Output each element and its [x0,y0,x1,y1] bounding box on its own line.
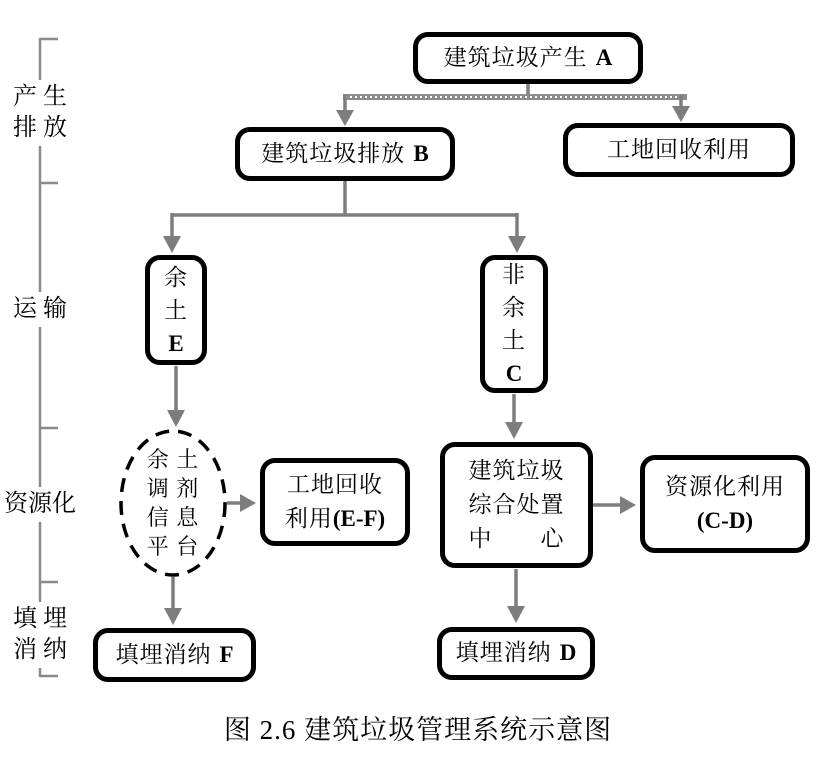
node-label: 建筑垃圾产生 [443,44,588,70]
phase-line: 运 输 [13,296,67,322]
node-char: 余 [164,264,188,290]
node-code: B [413,140,429,166]
phase-line: 填 埋 [13,606,67,632]
node-landfill-d [437,627,595,680]
node-char: 非 [502,262,526,287]
node-code: (C-D) [696,508,754,533]
node-code: A [595,44,613,70]
node-line: 建筑垃圾 [468,458,565,483]
node-disposal-center [440,442,593,568]
arrow-center-to-landfill-d [507,569,525,623]
phase-line: 排 放 [13,115,67,141]
node-non-surplus-soil-c [480,255,548,393]
node-label: 工地回收利用 [607,136,751,162]
phase-line: 产 生 [13,84,67,110]
arrow-center-to-cd [593,496,636,514]
node-soil-platform [119,445,227,561]
node-discharge-b [235,127,455,181]
node-line: 信 息 [146,505,200,530]
node-char: 土 [164,297,188,323]
node-char: 土 [502,328,526,353]
node-line: 平 台 [146,534,200,559]
node-line: 利用 [284,506,333,531]
node-code: (E-F) [332,506,386,531]
node-char: 余 [502,295,526,320]
arrow-into-non-surplus-c [508,213,526,253]
node-site-recycle [563,123,795,177]
node-line: 调 剂 [146,476,200,501]
node-surplus-soil-e [145,255,207,365]
node-line: 工地回收 [287,472,383,497]
node-landfill-f [93,628,256,682]
node-code: C [505,361,523,386]
arrow-platform-to-landfill-f [164,577,182,625]
phase-label-landfill [0,602,80,668]
phase-label-transport [0,292,80,327]
node-label: 建筑垃圾排放 [261,140,406,166]
arrow-e-to-platform [167,366,185,427]
node-line: 余 土 [146,447,200,472]
arrow-c-to-disposal-center [505,394,523,439]
phase-label-resource [0,487,80,522]
node-produce-a [413,32,643,84]
node-label: 填埋消纳 [115,641,212,667]
node-site-recycle-ef [260,458,410,546]
node-line: 资源化利用 [665,474,785,499]
node-label: 填埋消纳 [455,640,552,666]
arrow-platform-to-ef [227,494,256,512]
figure-caption: 图 2.6 建筑垃圾管理系统示意图 [223,715,613,745]
node-line: 综合处置 [468,492,565,517]
node-line: 中 心 [468,526,565,551]
arrow-into-surplus-e [163,213,181,253]
phase-line: 资源化 [4,491,76,517]
phase-line: 消 纳 [13,637,67,663]
node-code: F [219,641,234,667]
node-resource-use-cd [640,455,810,553]
node-code: E [168,330,184,356]
node-code: D [559,640,577,666]
phase-label-produce-discharge [0,80,80,146]
